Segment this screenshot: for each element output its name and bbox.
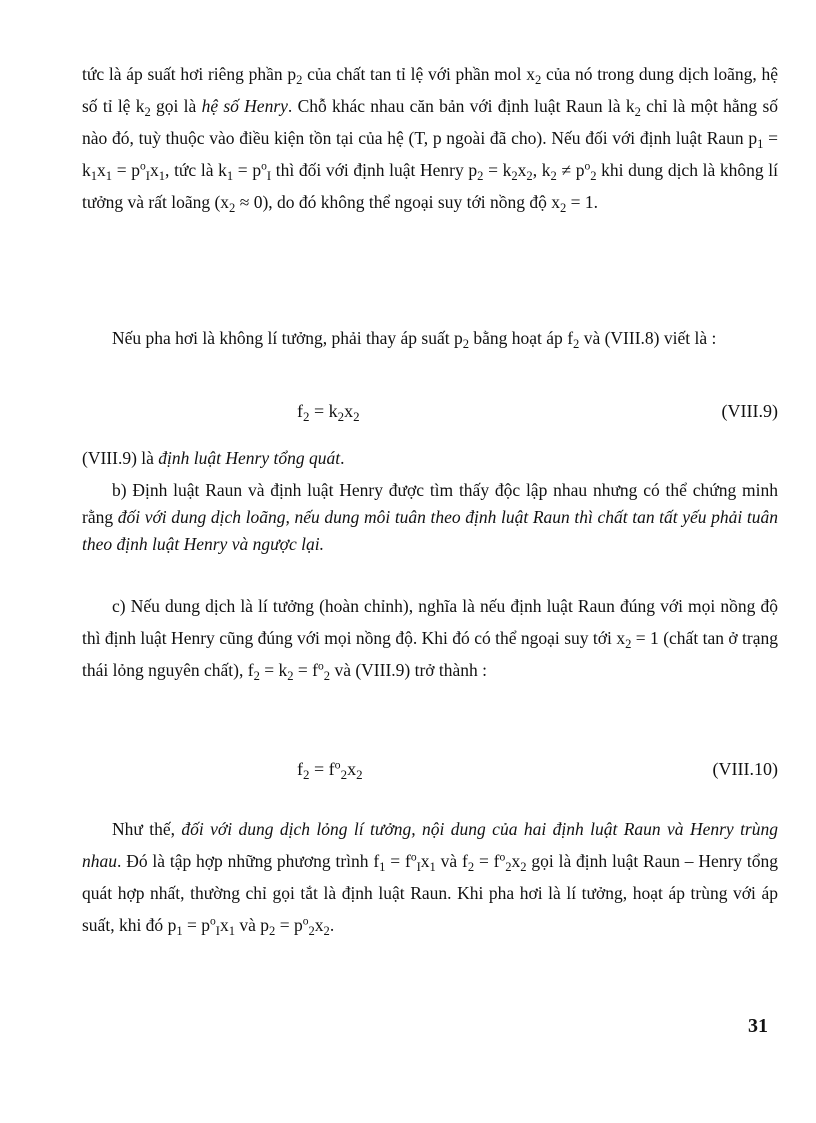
paragraph-raun-henry: Như thế, đối với dung dịch lỏng lí tưởng, nội dung của hai định luật Raun và Henry trùng nhau. Đó là tập hợp những phương trình $f_1 = f^o_Ix_1$ và $f_2 = f^o_2x_2$ gọi là định luật Raun – Henry tổng quát hợp nhất, thường chỉ gọi tắt là định luật Raun. Khi pha hơi là lí tưởng, hoạt áp trùng với áp suất, khi đó $p_1 = p^o_Ix_1$ và $p_2 = p^o_2x_2$. <box>82 819 779 938</box>
paragraph-henry-general: (VIII.9) là định luật Henry tổng quát. <box>82 448 345 468</box>
paragraph-henry-coefficient: tức là áp suất hơi riêng phần $p_2$ của chất tan tỉ lệ với phần mol $x_2$ của nó trong dung dịch loãng, hệ số tỉ lệ $k_2$ gọi là hệ số Henry. Chỗ khác nhau căn bản với định luật Raun là $k_2$ chỉ là một hằng số nào đó, tuỳ thuộc vào điều kiện tồn tại của hệ (T, p ngoài đã cho). Nếu đối với định luật Raun $p_1 = k_1x_1 = p^o_Ix_1$, tức là $k_1 = p^o_I$ thì đối với định luật Henry $p_2 = k_2x_2$, $k_2 \ne p^o_2$ khi dung dịch là không lí tưởng và rất loãng $(x_2 \approx 0)$, do đó không thể ngoại suy tới nồng độ $x_2 = 1$. <box>82 64 779 215</box>
equation-number: (VIII.9) <box>721 401 778 421</box>
paragraph-b: b) Định luật Raun và định luật Henry được tìm thấy độc lập nhau nhưng có thể chứng minh rằng đối với dung dịch loãng, nếu dung môi tuân theo định luật Raun thì chất tan tất yếu phải tuân theo định luật Henry và ngược lại. <box>82 480 778 554</box>
page-number: 31 <box>748 1015 768 1037</box>
equation-number: (VIII.10) <box>712 759 778 779</box>
equation-formula: $f_2 = k_2x_2$ <box>297 401 360 424</box>
equation-viii-10 <box>82 752 778 786</box>
equation-formula: $f_2 = f^o_2x_2$ <box>297 757 363 782</box>
equation-viii-9 <box>82 394 778 428</box>
paragraph-non-ideal-vapor: Nếu pha hơi là không lí tưởng, phải thay áp suất $p_2$ bằng hoạt áp $f_2$ và (VIII.8) viết là : <box>112 328 717 351</box>
paragraph-c: c) Nếu dung dịch là lí tưởng (hoàn chỉnh), nghĩa là nếu định luật Raun đúng với mọi nồng độ thì định luật Henry cũng đúng với mọi nồng độ. Khi đó có thể ngoại suy tới $x_2 = 1$ (chất tan ở trạng thái lỏng nguyên chất), $f_2 = k_2 = f^o_2$ và (VIII.9) trở thành : <box>82 596 778 683</box>
